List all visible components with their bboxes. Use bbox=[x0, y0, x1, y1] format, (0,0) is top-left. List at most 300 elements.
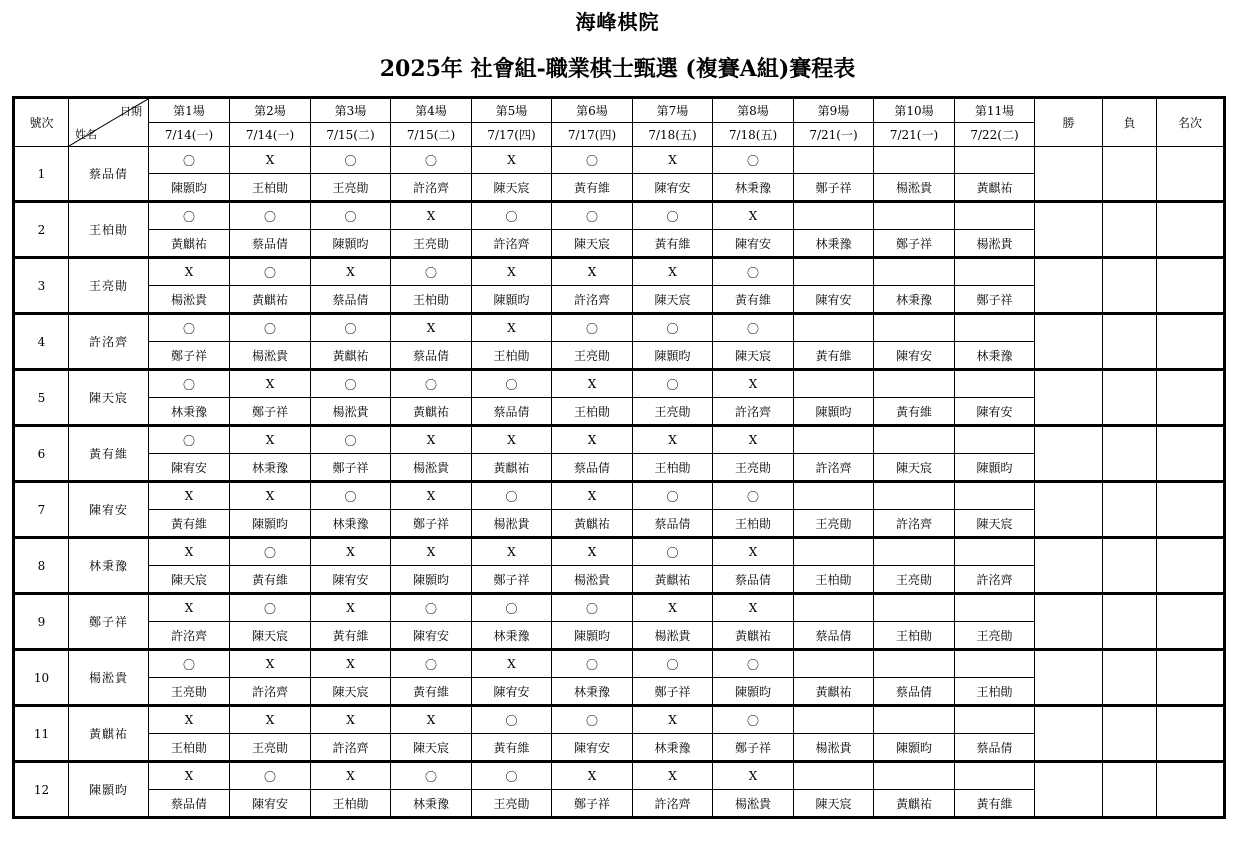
opponent-cell: 王柏勛 bbox=[311, 790, 391, 818]
result-cell: 〇 bbox=[311, 202, 391, 230]
opponent-cell: 許洺齊 bbox=[794, 454, 874, 482]
result-cell: 〇 bbox=[311, 147, 391, 174]
opponent-cell: 王柏勛 bbox=[874, 622, 955, 650]
opponent-cell: 林秉豫 bbox=[874, 286, 955, 314]
result-cell: X bbox=[633, 594, 713, 622]
result-cell: X bbox=[633, 258, 713, 286]
result-cell: 〇 bbox=[311, 482, 391, 510]
opponent-cell: 蔡品倩 bbox=[391, 342, 472, 370]
result-cell: X bbox=[552, 258, 633, 286]
opponent-cell: 黃有維 bbox=[552, 174, 633, 202]
result-cell bbox=[874, 706, 955, 734]
result-cell: 〇 bbox=[391, 762, 472, 790]
result-cell: X bbox=[391, 202, 472, 230]
opponent-cell: 王亮勛 bbox=[794, 510, 874, 538]
win-cell bbox=[1035, 762, 1103, 818]
opponent-cell: 王亮勛 bbox=[955, 622, 1035, 650]
opponent-cell: 黃麒祐 bbox=[552, 510, 633, 538]
opponent-cell: 陳天宸 bbox=[794, 790, 874, 818]
opponent-cell: 王柏勛 bbox=[149, 734, 230, 762]
player-result-row bbox=[14, 314, 1225, 342]
opponent-cell: 林秉豫 bbox=[311, 510, 391, 538]
result-cell: X bbox=[713, 202, 794, 230]
win-cell bbox=[1035, 370, 1103, 426]
opponent-cell: 黃麒祐 bbox=[633, 566, 713, 594]
opponent-cell: 楊淞貴 bbox=[472, 510, 552, 538]
opponent-cell: 鄭子祥 bbox=[391, 510, 472, 538]
result-cell: X bbox=[311, 258, 391, 286]
round-label-8: 第8場 bbox=[713, 98, 794, 123]
result-cell bbox=[955, 258, 1035, 286]
round-date-9: 7/21(一) bbox=[794, 123, 874, 147]
result-cell: 〇 bbox=[391, 370, 472, 398]
result-cell: X bbox=[391, 538, 472, 566]
player-name: 黃麒祐 bbox=[69, 706, 149, 762]
win-cell bbox=[1035, 482, 1103, 538]
opponent-cell: 林秉豫 bbox=[552, 678, 633, 706]
result-cell bbox=[955, 650, 1035, 678]
rank-cell bbox=[1157, 706, 1225, 762]
opponent-cell: 陳顥昀 bbox=[552, 622, 633, 650]
opponent-cell: 楊淞貴 bbox=[633, 622, 713, 650]
result-cell: 〇 bbox=[633, 370, 713, 398]
opponent-cell: 陳天宸 bbox=[391, 734, 472, 762]
loss-cell bbox=[1103, 258, 1157, 314]
opponent-cell: 黃麒祐 bbox=[713, 622, 794, 650]
opponent-cell: 陳顥昀 bbox=[713, 678, 794, 706]
opponent-cell: 林秉豫 bbox=[955, 342, 1035, 370]
player-number: 3 bbox=[14, 258, 69, 314]
player-name: 楊淞貴 bbox=[69, 650, 149, 706]
opponent-cell: 王柏勛 bbox=[794, 566, 874, 594]
opponent-cell: 鄭子祥 bbox=[633, 678, 713, 706]
result-cell: X bbox=[472, 426, 552, 454]
result-cell: X bbox=[311, 762, 391, 790]
win-cell bbox=[1035, 594, 1103, 650]
result-cell: 〇 bbox=[552, 650, 633, 678]
opponent-cell: 王亮勛 bbox=[230, 734, 311, 762]
result-cell: X bbox=[311, 538, 391, 566]
opponent-cell: 林秉豫 bbox=[713, 174, 794, 202]
rank-cell bbox=[1157, 426, 1225, 482]
opponent-cell: 陳顥昀 bbox=[472, 286, 552, 314]
result-cell bbox=[874, 538, 955, 566]
result-cell: X bbox=[230, 706, 311, 734]
player-name: 黃有維 bbox=[69, 426, 149, 482]
result-cell bbox=[794, 482, 874, 510]
opponent-cell: 王柏勛 bbox=[955, 678, 1035, 706]
player-name: 陳天宸 bbox=[69, 370, 149, 426]
opponent-cell: 黃有維 bbox=[391, 678, 472, 706]
opponent-cell: 楊淞貴 bbox=[794, 734, 874, 762]
win-cell bbox=[1035, 538, 1103, 594]
player-result-row bbox=[14, 202, 1225, 230]
result-cell bbox=[794, 762, 874, 790]
opponent-cell: 鄭子祥 bbox=[874, 230, 955, 258]
opponent-cell: 蔡品倩 bbox=[230, 230, 311, 258]
round-date-10: 7/21(一) bbox=[874, 123, 955, 147]
player-number: 2 bbox=[14, 202, 69, 258]
rank-header: 名次 bbox=[1157, 98, 1225, 147]
result-cell: 〇 bbox=[472, 762, 552, 790]
loss-cell bbox=[1103, 706, 1157, 762]
result-cell bbox=[794, 706, 874, 734]
opponent-cell: 黃有維 bbox=[633, 230, 713, 258]
result-cell: X bbox=[633, 147, 713, 174]
opponent-cell: 楊淞貴 bbox=[713, 790, 794, 818]
rank-cell bbox=[1157, 314, 1225, 370]
result-cell bbox=[955, 482, 1035, 510]
opponent-cell: 王亮勛 bbox=[874, 566, 955, 594]
result-cell bbox=[955, 314, 1035, 342]
opponent-cell: 陳宥安 bbox=[713, 230, 794, 258]
date-name-header bbox=[69, 98, 149, 147]
result-cell: X bbox=[149, 762, 230, 790]
round-date-2: 7/14(一) bbox=[230, 123, 311, 147]
result-cell bbox=[794, 426, 874, 454]
opponent-cell: 鄭子祥 bbox=[230, 398, 311, 426]
result-cell: X bbox=[552, 370, 633, 398]
loss-header: 負 bbox=[1103, 98, 1157, 147]
round-date-7: 7/18(五) bbox=[633, 123, 713, 147]
result-cell: 〇 bbox=[472, 594, 552, 622]
player-name: 許洺齊 bbox=[69, 314, 149, 370]
opponent-cell: 林秉豫 bbox=[633, 734, 713, 762]
opponent-cell: 許洺齊 bbox=[633, 790, 713, 818]
loss-cell bbox=[1103, 147, 1157, 202]
round-label-1: 第1場 bbox=[149, 98, 230, 123]
result-cell bbox=[794, 594, 874, 622]
result-cell: 〇 bbox=[472, 370, 552, 398]
result-cell: X bbox=[230, 370, 311, 398]
win-cell bbox=[1035, 314, 1103, 370]
player-name: 蔡品倩 bbox=[69, 147, 149, 202]
opponent-cell: 黃有維 bbox=[874, 398, 955, 426]
result-cell: 〇 bbox=[149, 314, 230, 342]
win-cell bbox=[1035, 147, 1103, 202]
opponent-cell: 黃麒祐 bbox=[955, 174, 1035, 202]
opponent-cell: 陳天宸 bbox=[311, 678, 391, 706]
opponent-cell: 蔡品倩 bbox=[955, 734, 1035, 762]
result-cell: 〇 bbox=[311, 370, 391, 398]
result-cell: X bbox=[633, 762, 713, 790]
result-cell bbox=[874, 370, 955, 398]
loss-cell bbox=[1103, 202, 1157, 258]
opponent-cell: 黃麒祐 bbox=[472, 454, 552, 482]
loss-cell bbox=[1103, 762, 1157, 818]
result-cell: 〇 bbox=[472, 202, 552, 230]
opponent-cell: 許洺齊 bbox=[149, 622, 230, 650]
result-cell bbox=[955, 706, 1035, 734]
player-number: 4 bbox=[14, 314, 69, 370]
opponent-cell: 許洺齊 bbox=[230, 678, 311, 706]
opponent-cell: 楊淞貴 bbox=[874, 174, 955, 202]
opponent-cell: 許洺齊 bbox=[552, 286, 633, 314]
result-cell: 〇 bbox=[633, 202, 713, 230]
result-cell: 〇 bbox=[230, 538, 311, 566]
result-cell: X bbox=[391, 426, 472, 454]
round-date-4: 7/15(二) bbox=[391, 123, 472, 147]
result-cell bbox=[874, 650, 955, 678]
round-date-11: 7/22(二) bbox=[955, 123, 1035, 147]
result-cell: 〇 bbox=[552, 147, 633, 174]
rank-cell bbox=[1157, 482, 1225, 538]
schedule-title: 2025年 社會組-職業棋士甄選 (複賽A組)賽程表 bbox=[379, 56, 856, 82]
result-cell: 〇 bbox=[311, 426, 391, 454]
opponent-cell: 王柏勛 bbox=[472, 342, 552, 370]
opponent-cell: 許洺齊 bbox=[311, 734, 391, 762]
opponent-cell: 陳天宸 bbox=[230, 622, 311, 650]
rank-cell bbox=[1157, 202, 1225, 258]
result-cell: X bbox=[311, 594, 391, 622]
player-number: 9 bbox=[14, 594, 69, 650]
opponent-cell: 蔡品倩 bbox=[794, 622, 874, 650]
result-cell: X bbox=[230, 147, 311, 174]
opponent-cell: 王亮勛 bbox=[713, 454, 794, 482]
player-result-row bbox=[14, 370, 1225, 398]
result-cell bbox=[874, 258, 955, 286]
result-cell: X bbox=[552, 426, 633, 454]
round-label-9: 第9場 bbox=[794, 98, 874, 123]
result-cell: X bbox=[713, 594, 794, 622]
opponent-cell: 鄭子祥 bbox=[149, 342, 230, 370]
result-cell bbox=[794, 370, 874, 398]
opponent-cell: 王亮勛 bbox=[472, 790, 552, 818]
loss-cell bbox=[1103, 482, 1157, 538]
result-cell: X bbox=[552, 538, 633, 566]
round-label-4: 第4場 bbox=[391, 98, 472, 123]
opponent-cell: 蔡品倩 bbox=[149, 790, 230, 818]
opponent-cell: 許洺齊 bbox=[391, 174, 472, 202]
player-result-row bbox=[14, 147, 1225, 174]
result-cell bbox=[874, 482, 955, 510]
result-cell: 〇 bbox=[552, 202, 633, 230]
result-cell: X bbox=[552, 482, 633, 510]
opponent-cell: 陳宥安 bbox=[552, 734, 633, 762]
opponent-cell: 黃有維 bbox=[713, 286, 794, 314]
result-cell: X bbox=[391, 482, 472, 510]
rank-cell bbox=[1157, 370, 1225, 426]
result-cell: 〇 bbox=[149, 202, 230, 230]
round-label-3: 第3場 bbox=[311, 98, 391, 123]
opponent-cell: 楊淞貴 bbox=[230, 342, 311, 370]
opponent-cell: 黃有維 bbox=[230, 566, 311, 594]
result-cell: 〇 bbox=[552, 706, 633, 734]
result-cell: 〇 bbox=[230, 594, 311, 622]
round-label-2: 第2場 bbox=[230, 98, 311, 123]
opponent-cell: 黃麒祐 bbox=[149, 230, 230, 258]
round-date-3: 7/15(二) bbox=[311, 123, 391, 147]
opponent-cell: 陳宥安 bbox=[311, 566, 391, 594]
opponent-cell: 蔡品倩 bbox=[311, 286, 391, 314]
result-cell: X bbox=[230, 650, 311, 678]
opponent-cell: 黃麒祐 bbox=[311, 342, 391, 370]
result-cell bbox=[874, 426, 955, 454]
result-cell bbox=[874, 762, 955, 790]
player-result-row bbox=[14, 650, 1225, 678]
opponent-cell: 王柏勛 bbox=[713, 510, 794, 538]
player-result-row bbox=[14, 426, 1225, 454]
player-result-row bbox=[14, 258, 1225, 286]
result-cell: X bbox=[391, 706, 472, 734]
opponent-cell: 黃麒祐 bbox=[391, 398, 472, 426]
round-label-11: 第11場 bbox=[955, 98, 1035, 123]
opponent-cell: 陳顥昀 bbox=[874, 734, 955, 762]
result-cell: X bbox=[230, 426, 311, 454]
result-cell bbox=[955, 594, 1035, 622]
opponent-cell: 黃有維 bbox=[149, 510, 230, 538]
result-cell: 〇 bbox=[472, 706, 552, 734]
result-cell: 〇 bbox=[633, 482, 713, 510]
result-cell: 〇 bbox=[713, 147, 794, 174]
rank-cell bbox=[1157, 538, 1225, 594]
result-cell: X bbox=[149, 538, 230, 566]
result-cell bbox=[955, 370, 1035, 398]
opponent-cell: 王柏勛 bbox=[552, 398, 633, 426]
opponent-cell: 蔡品倩 bbox=[552, 454, 633, 482]
result-cell bbox=[794, 650, 874, 678]
result-cell: 〇 bbox=[552, 594, 633, 622]
date-label: 日期 bbox=[120, 105, 142, 118]
opponent-cell: 鄭子祥 bbox=[311, 454, 391, 482]
result-cell: X bbox=[713, 762, 794, 790]
result-cell: X bbox=[472, 650, 552, 678]
result-cell: 〇 bbox=[633, 650, 713, 678]
win-cell bbox=[1035, 706, 1103, 762]
result-cell: X bbox=[149, 594, 230, 622]
rank-cell bbox=[1157, 762, 1225, 818]
name-label: 姓名 bbox=[75, 128, 97, 141]
opponent-cell: 黃有維 bbox=[472, 734, 552, 762]
result-cell bbox=[955, 147, 1035, 174]
result-cell: X bbox=[391, 314, 472, 342]
opponent-cell: 黃有維 bbox=[311, 622, 391, 650]
result-cell: X bbox=[311, 650, 391, 678]
result-cell: 〇 bbox=[230, 202, 311, 230]
win-header: 勝 bbox=[1035, 98, 1103, 147]
result-cell: 〇 bbox=[149, 426, 230, 454]
player-result-row bbox=[14, 706, 1225, 734]
loss-cell bbox=[1103, 426, 1157, 482]
result-cell bbox=[874, 202, 955, 230]
result-cell: X bbox=[713, 426, 794, 454]
opponent-cell: 蔡品倩 bbox=[874, 678, 955, 706]
player-number: 5 bbox=[14, 370, 69, 426]
result-cell: 〇 bbox=[230, 762, 311, 790]
result-cell: 〇 bbox=[230, 258, 311, 286]
result-cell: 〇 bbox=[149, 650, 230, 678]
opponent-cell: 王亮勛 bbox=[552, 342, 633, 370]
opponent-cell: 鄭子祥 bbox=[794, 174, 874, 202]
round-date-1: 7/14(一) bbox=[149, 123, 230, 147]
player-result-row bbox=[14, 594, 1225, 622]
loss-cell bbox=[1103, 314, 1157, 370]
rank-cell bbox=[1157, 650, 1225, 706]
opponent-cell: 楊淞貴 bbox=[391, 454, 472, 482]
result-cell: X bbox=[472, 538, 552, 566]
result-cell: 〇 bbox=[552, 314, 633, 342]
opponent-cell: 陳顥昀 bbox=[955, 454, 1035, 482]
round-label-6: 第6場 bbox=[552, 98, 633, 123]
result-cell: X bbox=[149, 258, 230, 286]
result-cell: 〇 bbox=[391, 147, 472, 174]
player-result-row bbox=[14, 762, 1225, 790]
opponent-cell: 王柏勛 bbox=[633, 454, 713, 482]
result-cell: X bbox=[311, 706, 391, 734]
opponent-cell: 王柏勛 bbox=[230, 174, 311, 202]
result-cell: X bbox=[633, 706, 713, 734]
opponent-cell: 王亮勛 bbox=[149, 678, 230, 706]
opponent-cell: 陳宥安 bbox=[472, 678, 552, 706]
opponent-cell: 陳天宸 bbox=[713, 342, 794, 370]
win-cell bbox=[1035, 426, 1103, 482]
player-number: 1 bbox=[14, 147, 69, 202]
opponent-cell: 楊淞貴 bbox=[955, 230, 1035, 258]
result-cell: 〇 bbox=[311, 314, 391, 342]
opponent-cell: 王柏勛 bbox=[391, 286, 472, 314]
result-cell: 〇 bbox=[149, 147, 230, 174]
result-cell: 〇 bbox=[713, 258, 794, 286]
schedule-table bbox=[12, 96, 1226, 819]
player-number: 7 bbox=[14, 482, 69, 538]
opponent-cell: 鄭子祥 bbox=[713, 734, 794, 762]
opponent-cell: 蔡品倩 bbox=[472, 398, 552, 426]
opponent-cell: 陳顥昀 bbox=[391, 566, 472, 594]
result-cell: 〇 bbox=[472, 482, 552, 510]
opponent-cell: 蔡品倩 bbox=[633, 510, 713, 538]
opponent-cell: 楊淞貴 bbox=[311, 398, 391, 426]
opponent-cell: 陳天宸 bbox=[552, 230, 633, 258]
result-cell: X bbox=[472, 147, 552, 174]
result-cell bbox=[794, 202, 874, 230]
result-cell: X bbox=[230, 482, 311, 510]
opponent-cell: 陳天宸 bbox=[149, 566, 230, 594]
player-number: 10 bbox=[14, 650, 69, 706]
result-cell: X bbox=[149, 482, 230, 510]
opponent-cell: 黃麒祐 bbox=[874, 790, 955, 818]
rank-cell bbox=[1157, 147, 1225, 202]
result-cell: X bbox=[713, 370, 794, 398]
result-cell bbox=[955, 426, 1035, 454]
result-cell bbox=[955, 202, 1035, 230]
opponent-cell: 林秉豫 bbox=[391, 790, 472, 818]
opponent-cell: 鄭子祥 bbox=[472, 566, 552, 594]
result-cell bbox=[874, 594, 955, 622]
round-label-7: 第7場 bbox=[633, 98, 713, 123]
player-number: 8 bbox=[14, 538, 69, 594]
opponent-cell: 許洺齊 bbox=[955, 566, 1035, 594]
player-name: 王柏勛 bbox=[69, 202, 149, 258]
player-name: 王亮勛 bbox=[69, 258, 149, 314]
result-cell: 〇 bbox=[149, 370, 230, 398]
win-cell bbox=[1035, 650, 1103, 706]
opponent-cell: 陳宥安 bbox=[149, 454, 230, 482]
player-name: 陳顥昀 bbox=[69, 762, 149, 818]
result-cell: 〇 bbox=[713, 706, 794, 734]
result-cell bbox=[955, 762, 1035, 790]
opponent-cell: 王亮勛 bbox=[391, 230, 472, 258]
opponent-cell: 蔡品倩 bbox=[713, 566, 794, 594]
player-number: 11 bbox=[14, 706, 69, 762]
player-number: 6 bbox=[14, 426, 69, 482]
rank-cell bbox=[1157, 594, 1225, 650]
result-cell: X bbox=[472, 314, 552, 342]
opponent-cell: 王亮勛 bbox=[633, 398, 713, 426]
win-cell bbox=[1035, 258, 1103, 314]
result-cell: 〇 bbox=[230, 314, 311, 342]
loss-cell bbox=[1103, 650, 1157, 706]
result-cell: 〇 bbox=[633, 314, 713, 342]
